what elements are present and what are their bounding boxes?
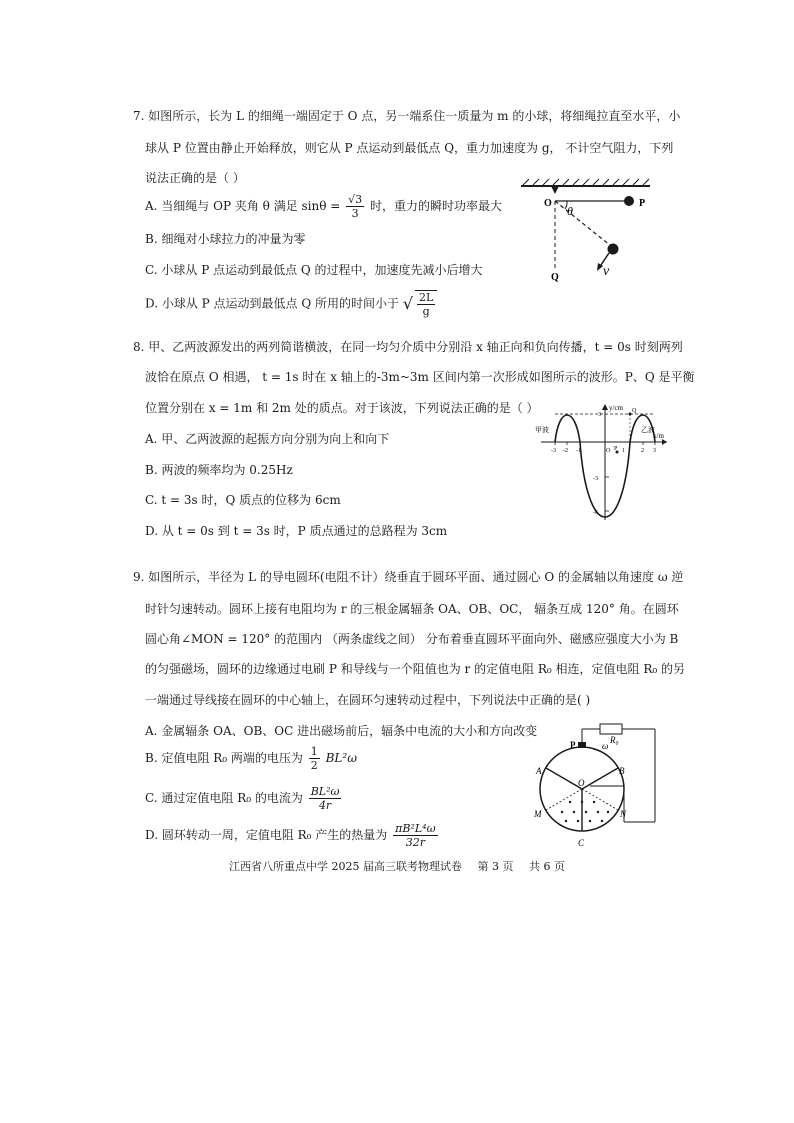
- q9-option-a: A. 金属辐条 OA、OB、OC 进出磁场前后，辐条中电流的大小和方向改变: [145, 724, 538, 738]
- q7-option-d-num: 2L: [419, 291, 434, 304]
- q7-option-d-text: D. 小球从 P 点运动到最低点 Q 所用的时间小于: [145, 296, 399, 311]
- q7-stem-line2: 球从 P 位置由静止开始释放，则它从 P 点运动到最低点 Q，重力加速度为 g， 不计空气阻力，下列: [145, 141, 674, 155]
- q8-option-c: C. t = 3s 时，Q 质点的位移为 6cm: [145, 493, 341, 507]
- ball-at-p: [624, 196, 634, 206]
- rope-at-theta: [555, 201, 611, 246]
- q7-option-a-den: 3: [351, 207, 359, 220]
- label-n: N: [620, 809, 627, 819]
- x-tick-minus2: -2: [563, 448, 568, 454]
- label-p: P: [570, 740, 576, 750]
- q9-option-c: [145, 785, 343, 812]
- q9-option-b-expr: BL²ω: [325, 751, 357, 765]
- q9-option-d-text: D. 圆环转动一周，定值电阻 R₀ 产生的热量为: [145, 828, 388, 842]
- label-theta: θ: [567, 204, 573, 218]
- label-o: O: [606, 448, 611, 454]
- q7-option-a-fraction: [346, 193, 364, 220]
- ball-moving: [608, 244, 619, 255]
- q9-option-b-fraction: [309, 745, 320, 772]
- y-tick-3: 3: [598, 412, 601, 418]
- y-axis-label: y/cm: [609, 404, 623, 412]
- q7-option-d-den: g: [422, 305, 430, 318]
- q7-option-c: C. 小球从 P 点运动到最低点 Q 的过程中，加速度先减小后增大: [145, 263, 483, 277]
- left-wave-label: 甲波: [535, 426, 549, 434]
- footer-page: 第 3 页: [477, 860, 514, 873]
- y-tick-minus3: -3: [593, 476, 598, 482]
- magnetic-field-dots: [561, 801, 609, 822]
- brush-p: [578, 742, 586, 748]
- y-axis-arrow: [602, 404, 608, 410]
- q9-option-d-fraction: [393, 822, 437, 849]
- q9-option-b-num: 1: [310, 745, 318, 758]
- label-p: P: [614, 446, 618, 452]
- label-q: Q: [551, 272, 559, 283]
- q9-option-b-den: 2: [310, 759, 318, 772]
- q7-stem-line3: 说法正确的是（ ）: [145, 171, 245, 185]
- q9-ring-figure: [530, 718, 670, 850]
- footer-total: 共 6 页: [529, 860, 565, 873]
- label-b: B: [619, 766, 625, 776]
- q7-option-d-sqrt: [415, 290, 437, 318]
- y-tick-minus6: -6: [593, 510, 598, 516]
- ceiling-hatch: [523, 179, 649, 185]
- footer-title: 江西省八所重点中学 2025 届高三联考物理试卷: [229, 860, 462, 873]
- q9-option-d: [145, 822, 440, 849]
- q9-option-d-num: πB²L⁴ω: [395, 822, 436, 835]
- right-wave-label: 乙波: [641, 426, 655, 434]
- q9-option-b-text: B. 定值电阻 R₀ 两端的电压为: [145, 751, 303, 765]
- q9-option-c-fraction: [309, 785, 342, 812]
- q8-option-d: D. 从 t = 0s 到 t = 3s 时，P 质点通过的总路程为 3cm: [145, 524, 448, 538]
- q7-pendulum-figure: [515, 178, 655, 288]
- q9-option-d-den: 32r: [405, 836, 425, 849]
- page-footer: [0, 858, 794, 874]
- q8-stem-line2: 波恰在原点 O 相遇， t = 1s 时在 x 轴上的-3m~3m 区间内第一次形成如图所示的波形。P、Q 是平衡: [145, 370, 695, 384]
- q7-option-a: [145, 193, 502, 220]
- q8-stem-line1: 8. 甲、乙两波源发出的两列简谐横波，在同一均匀介质中分别沿 x 轴正向和负向传播，t = 0s 时刻两列: [133, 340, 683, 354]
- resistor-r0: [600, 724, 622, 734]
- label-o: O: [544, 198, 552, 209]
- label-omega: ω: [602, 741, 609, 751]
- label-m: M: [534, 809, 542, 819]
- q8-option-a: A. 甲、乙两波源的起振方向分别为向上和向下: [145, 432, 390, 446]
- q8-stem-line3: 位置分别在 x = 1m 和 2m 处的质点。对于该波，下列说法正确的是（ ）: [145, 401, 539, 415]
- q9-stem-line4: 的匀强磁场，圆环的边缘通过电刷 P 和导线与一个阻值也为 r 的定值电阻 R₀ 相连，定值电阻 R₀ 的另: [145, 662, 686, 676]
- q7-option-b: B. 细绳对小球拉力的冲量为零: [145, 232, 306, 246]
- dashed-on: [582, 789, 618, 810]
- dashed-om: [546, 789, 582, 810]
- x-axis-label: x/m: [653, 432, 664, 440]
- q7-option-a-text: A. 当细绳与 OP 夹角 θ 满足 sinθ =: [145, 199, 341, 213]
- label-v: v: [603, 264, 610, 279]
- q9-option-c-den: 4r: [318, 799, 332, 812]
- q9-stem-line1: 9. 如图所示，半径为 L 的导电圆环(电阻不计）绕垂直于圆环平面、通过圆心 O 的金属轴以角速度 ω 逆: [133, 570, 684, 584]
- q7-option-d-fraction: [417, 291, 435, 318]
- q9-stem-line3: 圆心角∠MON = 120° 的范围内 （两条虚线之间） 分布着垂直圆环平面向外、磁感应强度大小为 B: [145, 632, 679, 646]
- q8-wave-figure: [535, 402, 675, 522]
- label-o: O: [578, 778, 585, 788]
- label-q: Q: [632, 408, 637, 414]
- x-tick-minus3: -3: [551, 448, 556, 454]
- q9-stem-line5: 一端通过导线接在圆环的中心轴上，在圆环匀速转动过程中，下列说法中正确的是( ): [145, 693, 591, 707]
- q8-option-b: B. 两波的频率均为 0.25Hz: [145, 463, 293, 477]
- q7-stem-line1: 7. 如图所示，长为 L 的细绳一端固定于 O 点，另一端系住一质量为 m 的小球，将细绳拉直至水平，小: [133, 109, 681, 123]
- label-c: C: [578, 838, 585, 848]
- x-tick-minus1: -1: [576, 448, 581, 454]
- q9-stem-line2: 时针匀速转动。圆环上接有电阻均为 r 的三根金属辐条 OA、OB、OC， 辐条互成 120° 角。在圆环: [145, 602, 679, 616]
- q9-option-b: [145, 745, 357, 772]
- x-tick-2: 2: [641, 448, 644, 454]
- spoke-oa: [546, 768, 582, 789]
- label-p: P: [639, 198, 646, 209]
- label-a: A: [536, 766, 542, 776]
- pivot-mark: [551, 186, 559, 194]
- label-r0: R₀: [610, 735, 619, 745]
- q9-option-c-text: C. 通过定值电阻 R₀ 的电流为: [145, 791, 303, 805]
- x-tick-3: 3: [653, 448, 656, 454]
- q7-option-a-tail: 时，重力的瞬时功率最大: [370, 199, 503, 213]
- radical-sign: √: [402, 294, 414, 313]
- x-tick-1: 1: [622, 448, 625, 454]
- q7-option-d: [145, 290, 437, 318]
- q7-option-a-num: √3: [348, 193, 363, 206]
- q9-option-c-num: BL²ω: [310, 785, 340, 798]
